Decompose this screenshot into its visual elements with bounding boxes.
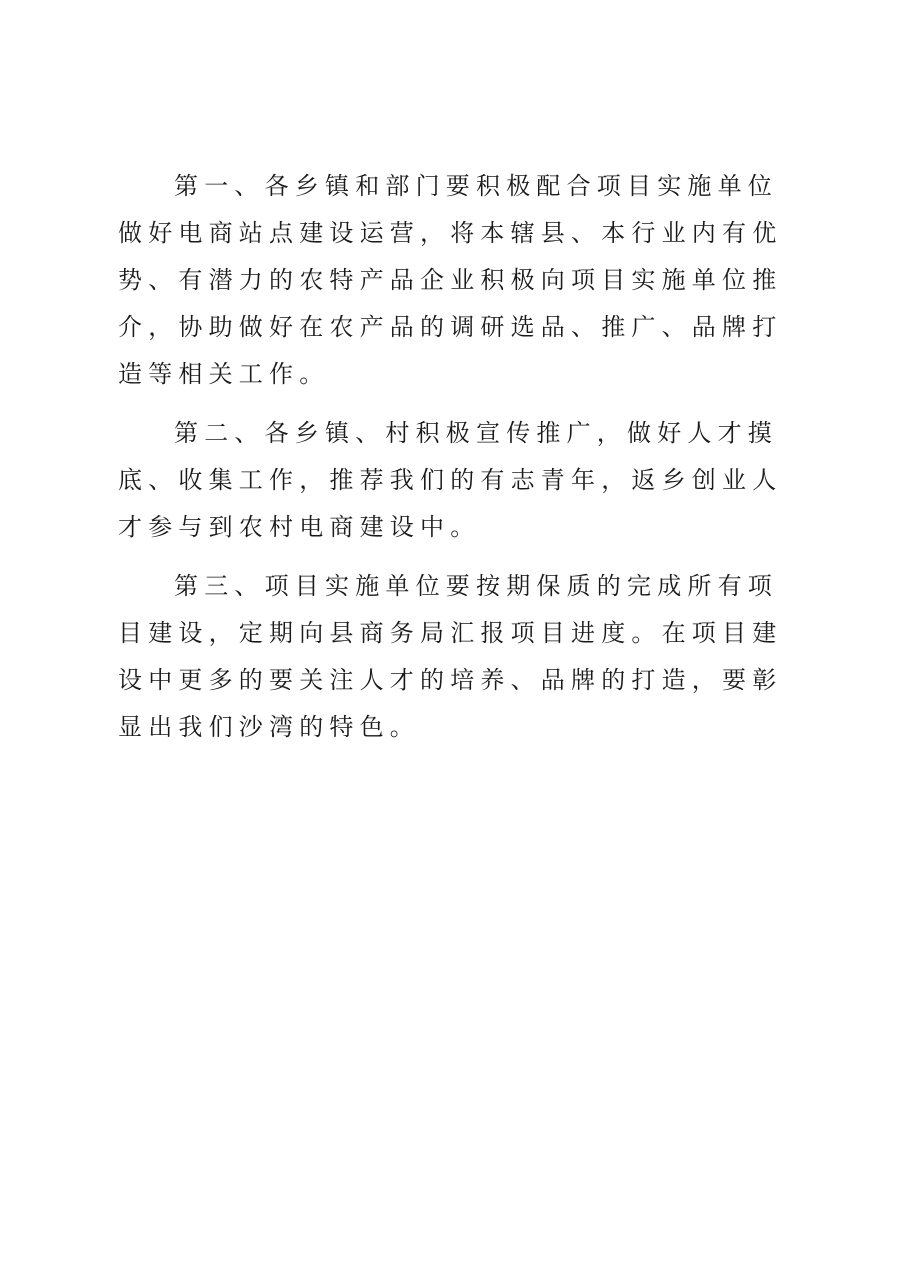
paragraph-third: 第三、项目实施单位要按期保质的完成所有项目建设，定期向县商务局汇报项目进度。在项目建设中更多的要关注人才的培养、品牌的打造，要彰显出我们沙湾的特色。: [118, 572, 783, 741]
paragraph-first: 第一、各乡镇和部门要积极配合项目实施单位做好电商站点建设运营，将本辖县、本行业内有优势、有潜力的农特产品企业积极向项目实施单位推介，协助做好在农产品的调研选品、推广、品牌打造等相关工作。: [118, 172, 783, 388]
paragraph-second: 第二、各乡镇、村积极宣传推广，做好人才摸底、收集工作，推荐我们的有志青年，返乡创业人才参与到农村电商建设中。: [118, 419, 783, 541]
document-body: [118, 163, 808, 763]
